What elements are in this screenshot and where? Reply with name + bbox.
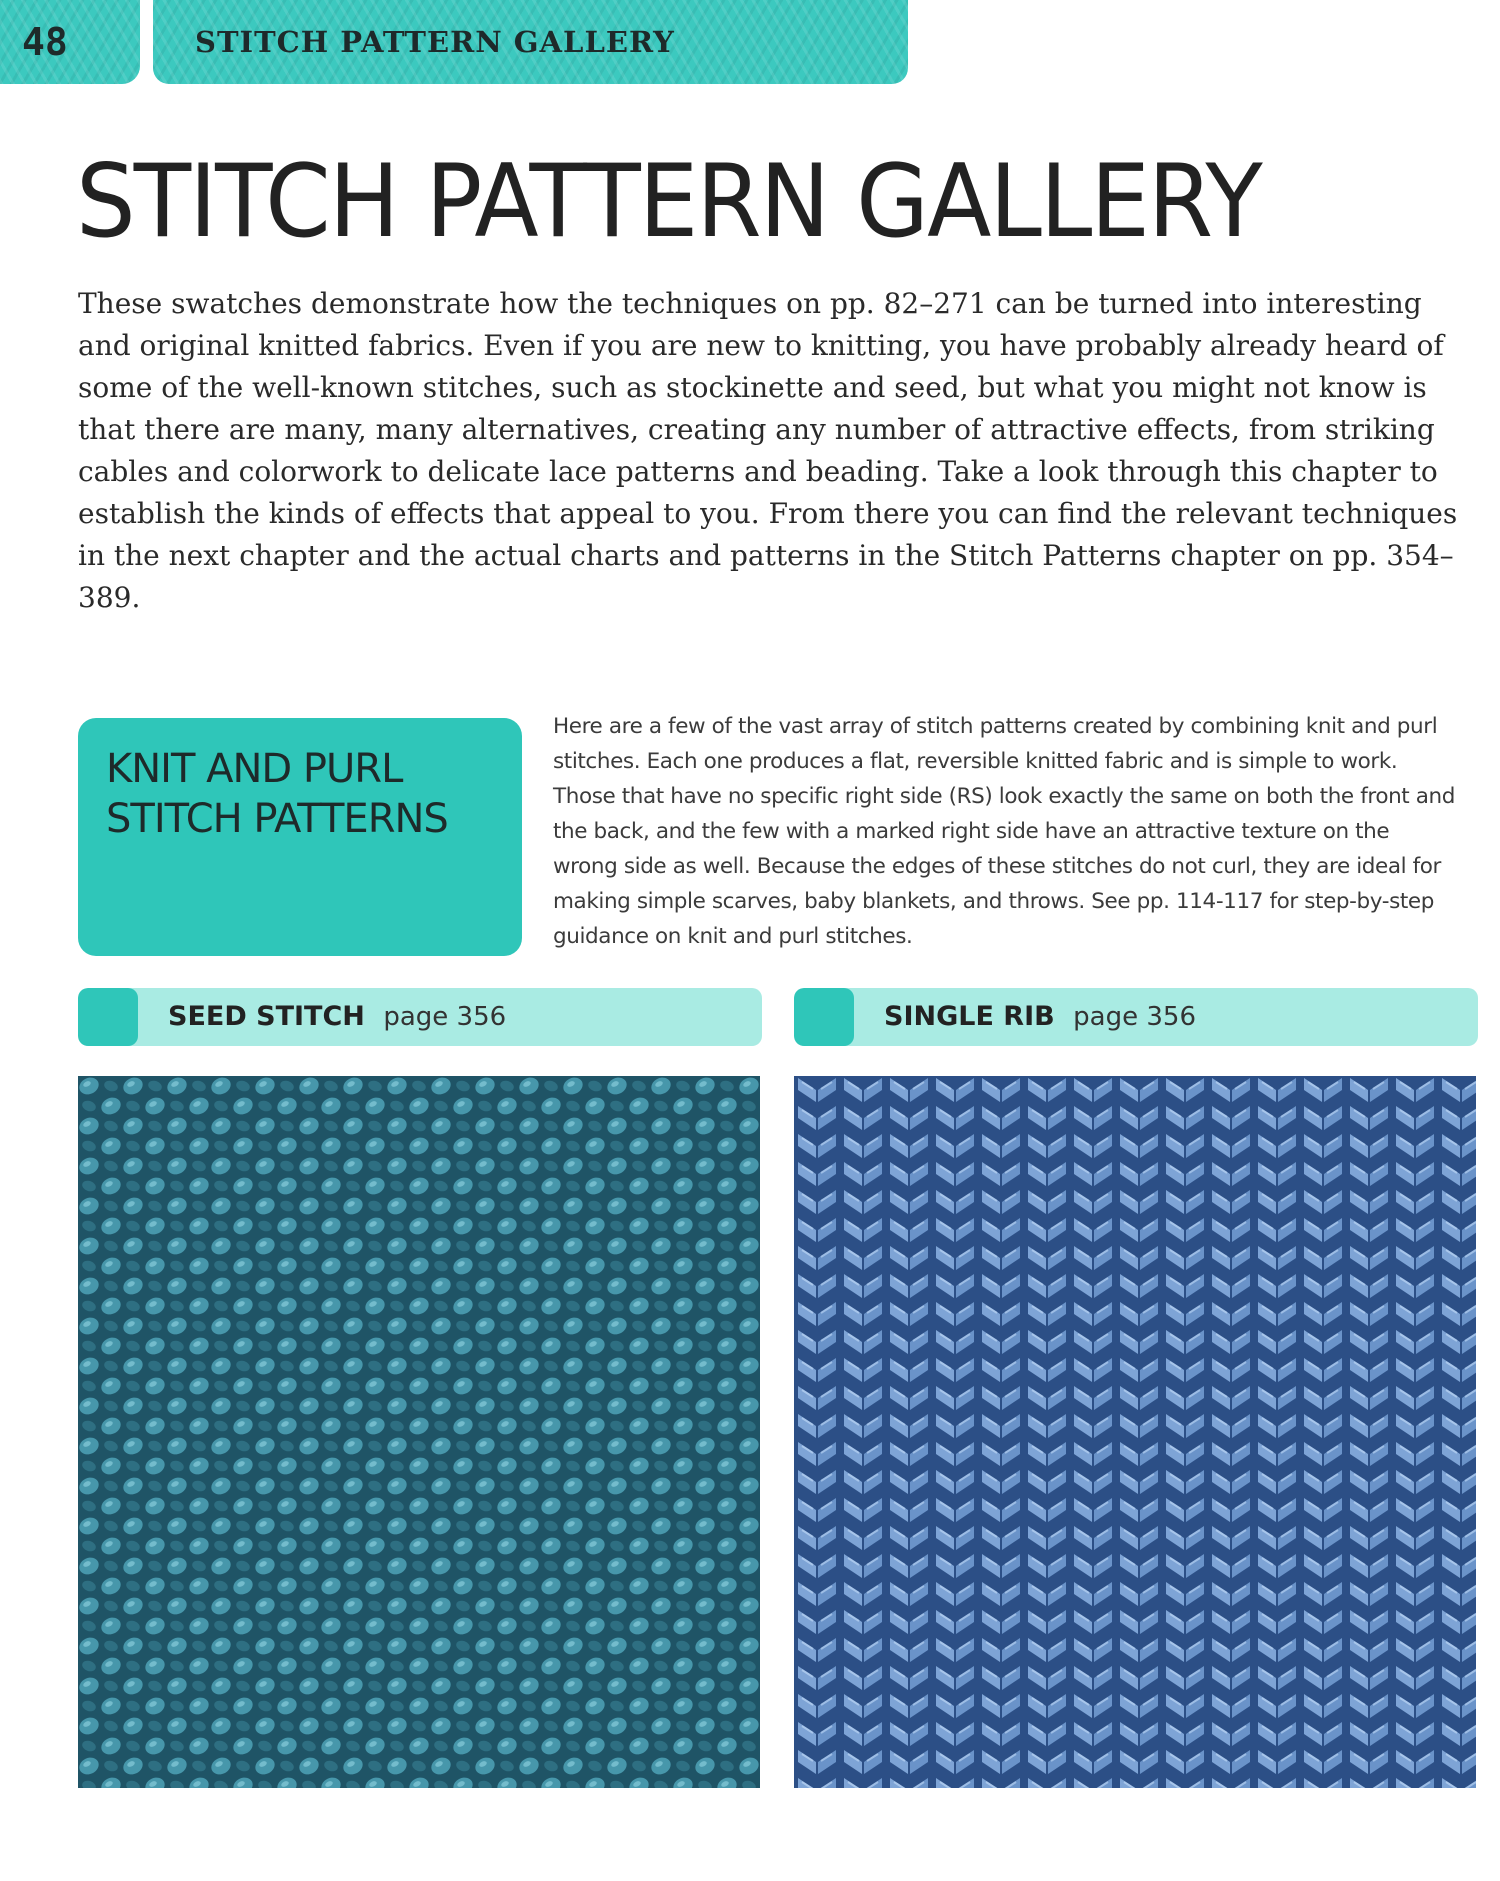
seed-stitch-swatch-image <box>78 1076 760 1788</box>
swatch-header-label <box>168 988 506 1046</box>
section-description: Here are a few of the vast array of stitch patterns created by combining knit and purl stitches. Each one produces a flat, reversible knitted fabric and is simple to work. Those that have no specific right side (RS) look exactly the same on both the front and the back, and the few with a marked right side have an attractive texture on the wrong side as well. Because the edges of these stitches do not curl, they are ideal for making simple scarves, baby blankets, and throws. See pp. 114-117 for step-by-step guidance on knit and purl stitches. <box>553 714 1456 949</box>
single-rib-swatch-image <box>794 1076 1476 1788</box>
swatch-header-label <box>884 988 1196 1046</box>
swatch-header-single-rib <box>794 988 1478 1046</box>
page-number: 48 <box>22 20 68 64</box>
section-title-box <box>78 718 522 956</box>
running-header: STITCH PATTERN GALLERY <box>195 25 675 59</box>
intro-paragraph: These swatches demonstrate how the techniques on pp. 82–271 can be turned into interesting and original knitted fabrics. Even if you are new to knitting, you have probably already heard of some of the well-known stitches, such as stockinette and seed, but what you might not know is that there are many, many alternatives, creating any number of attractive effects, from striking cables and colorwork to delicate lace patterns and beading. Take a look through this chapter to establish the kinds of effects that appeal to you. From there you can find the relevant techniques in the next chapter and the actual charts and patterns in the Stitch Patterns chapter on pp. 354–389. <box>78 287 1458 614</box>
swatch-name: SEED STITCH <box>168 1001 365 1032</box>
page-title: STITCH PATTERN GALLERY <box>76 142 1261 260</box>
swatch-name: SINGLE RIB <box>884 1001 1055 1032</box>
swatch-page-ref: page 356 <box>383 1002 507 1032</box>
section-title-line-2: STITCH PATTERNS <box>106 796 448 842</box>
swatch-header-seed-stitch <box>78 988 762 1046</box>
page-number-tab <box>0 0 140 84</box>
swatch-header-marker <box>78 988 138 1046</box>
swatch-header-marker <box>794 988 854 1046</box>
section-title-line-1: KNIT AND PURL <box>106 746 403 792</box>
running-header-tab <box>153 0 908 84</box>
single-rib-texture <box>794 1076 1476 1788</box>
seed-stitch-texture <box>78 1076 760 1788</box>
swatch-page-ref: page 356 <box>1073 1002 1196 1032</box>
